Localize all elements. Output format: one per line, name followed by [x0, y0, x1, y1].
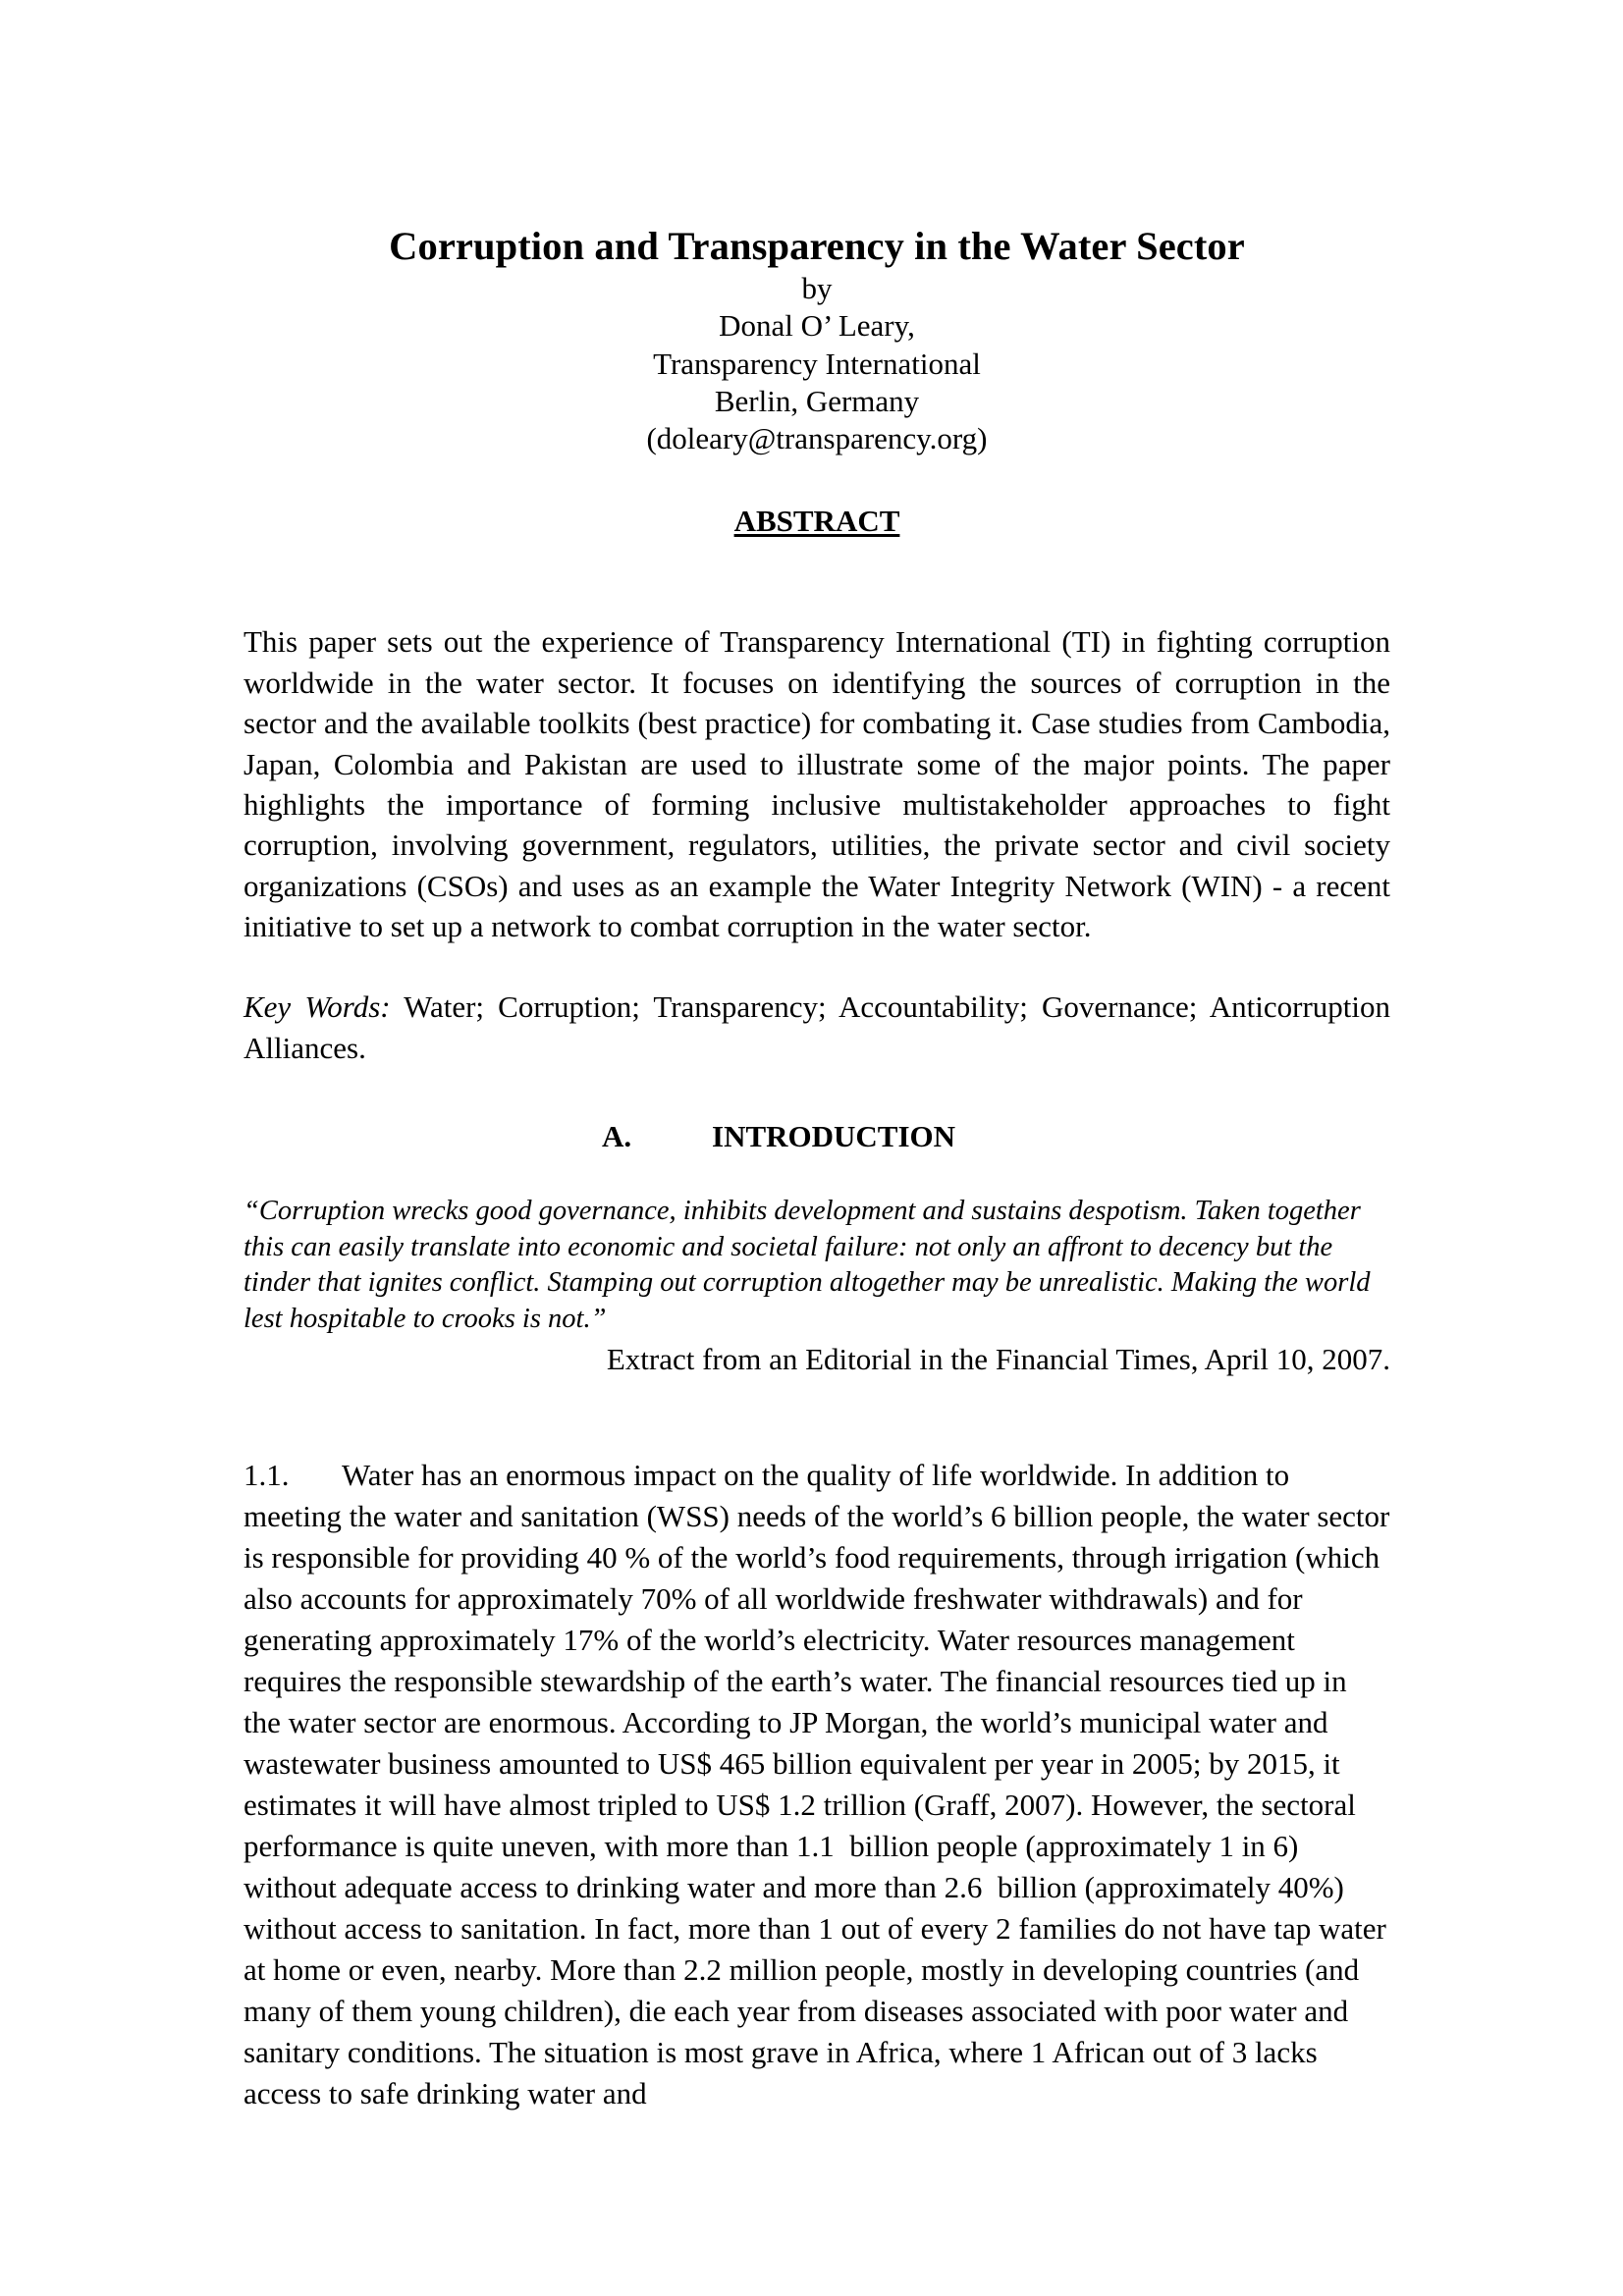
section-heading-introduction — [243, 1068, 1390, 1154]
section-title: INTRODUCTION — [712, 1119, 956, 1154]
section-letter: A. — [602, 1119, 632, 1154]
introduction-quote: “Corruption wrecks good governance, inhibits development and sustains despotism. Taken together this can easily translate into economic and societal failure: not only an affront to decency but the tinder that ignites conflict. Stamping out corruption altogether may be unrealistic. Making the world lest hospitable to crooks is not.” — [243, 1196, 1378, 1334]
introduction-quote-source: Extract from an Editorial in the Financial Times, April 10, 2007. — [606, 1341, 1390, 1376]
author-location: Berlin, Germany — [714, 383, 920, 418]
paragraph-1-1 — [243, 1378, 1398, 2114]
paragraph-number: 1.1. — [243, 1458, 290, 1493]
author-organization: Transparency International — [653, 346, 981, 381]
keywords-values: Water; Corruption; Transparency; Accountability; Governance; Anticorruption Alliances. — [243, 989, 1390, 1065]
title-block — [243, 0, 1390, 457]
keywords-label: Key Words: — [243, 989, 391, 1025]
abstract-heading: ABSTRACT — [733, 504, 900, 539]
keywords-line — [243, 946, 1390, 1068]
page-content-column — [243, 0, 1406, 2114]
abstract-body: This paper sets out the experience of Transparency International (TI) in fighting corruption worldwide in the water sector. It focuses on identifying the sources of corruption in the sector and the available toolkits (best practice) for combating it. Case studies from Cambodia, Japan, Colombia and Pakistan are used to illustrate some of the major points. The paper highlights the importance of forming inclusive multistakeholder approaches to fight corruption, involving government, regulators, utilities, the private sector and civil society organizations (CSOs) and uses as an example the Water Integrity Network (WIN) - a recent initiative to set up a network to combat corruption in the water sector. — [243, 624, 1406, 943]
author-name: Donal O’ Leary, — [719, 308, 915, 344]
byline-by-label: by — [801, 270, 833, 305]
paragraph-text: Water has an enormous impact on the quality of life worldwide. In addition to meeting the water and sanitation (WSS) needs of the world’s 6 billion people, the water sector is responsible for providing 40 % of the world’s food requirements, through irrigation (which also accounts for approximately 70% of all worldwide freshwater withdrawals) and for generating approximately 17% of the world’s electricity. Water resources management requires the responsible stewardship of the earth’s water. The financial resources tied up in the water sector are enormous. According to JP Morgan, the world’s municipal water and wastewater business amounted to US$ 465 billion equivalent per year in 2005; by 2015, it estimates it will have almost tripled to US$ 1.2 trillion (Graff, 2007). However, the sectoral performance is quite uneven, with more than 1.1 billion people (approximately 1 in 6) without adequate access to drinking water and more than 2.6 billion (approximately 40%) without access to sanitation. In fact, more than 1 out of every 2 families do not have tap water at home or even, nearby. More than 2.2 million people, mostly in developing countries (and many of them young children), die each year from diseases associated with poor water and sanitary conditions. The situation is most grave in Africa, where 1 African out of 3 lacks access to safe drinking water and — [243, 1458, 1398, 2111]
author-email: (doleary@transparency.org) — [646, 421, 988, 456]
page-title: Corruption and Transparency in the Water Sector — [389, 224, 1245, 268]
